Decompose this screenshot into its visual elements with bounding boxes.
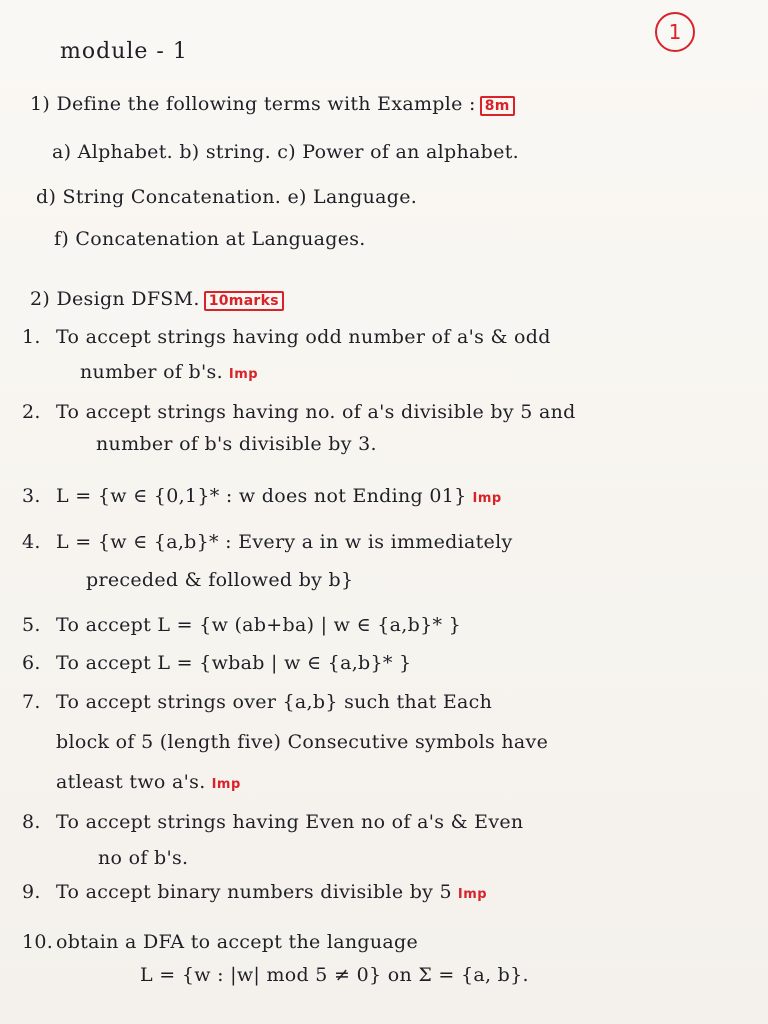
q1-marks-badge: 8m (480, 96, 515, 116)
item-text: number of b's. (80, 361, 223, 383)
item-number: 10. (22, 931, 54, 953)
q2-marks-badge: 10marks (204, 291, 284, 311)
item-text: To accept L = {w (ab+ba) | w ∈ {a,b}* } (56, 614, 462, 636)
item-number: 9. (22, 881, 41, 903)
item-text: To accept strings having no. of a's divisible by 5 and (56, 401, 576, 423)
page-number-circle: 1 (655, 12, 695, 52)
item-number: 5. (22, 614, 41, 636)
imp-tag: Imp (211, 777, 241, 792)
q1-heading (30, 92, 515, 118)
imp-tag: Imp (228, 367, 259, 382)
q2-item-4 (22, 530, 513, 554)
q2-item-10-cont: L = {w : |w| mod 5 ≠ 0} on Σ = {a, b}. (140, 964, 529, 986)
imp-tag: Imp (457, 887, 488, 902)
q2-item-1 (22, 325, 551, 349)
q1-line-a: a) Alphabet. b) string. c) Power of an alphabet. (52, 141, 519, 163)
item-text: L = {w ∈ {0,1}* : w does not Ending 01} (56, 485, 467, 507)
q2-item-6 (22, 651, 411, 675)
q1-line-f: f) Concatenation at Languages. (54, 228, 366, 250)
item-number: 7. (22, 691, 41, 713)
q2-heading-text: 2) Design DFSM. (30, 288, 200, 310)
q2-item-1-cont (80, 360, 258, 387)
q2-item-9 (22, 880, 487, 907)
item-number: 6. (22, 652, 41, 674)
item-text: To accept binary numbers divisible by 5 (56, 881, 452, 903)
q2-heading (30, 287, 284, 313)
q2-item-8-cont: no of b's. (98, 847, 189, 869)
item-text: L = {w ∈ {a,b}* : Every a in w is immediately (56, 531, 513, 553)
item-text: To accept L = {wbab | w ∈ {a,b}* } (56, 652, 412, 674)
q2-item-2-cont: number of b's divisible by 3. (96, 433, 377, 455)
q2-item-7 (22, 690, 492, 714)
q2-item-7-cont: block of 5 (length five) Consecutive symbols have (56, 731, 549, 753)
page-title: module - 1 (60, 39, 188, 64)
item-text: To accept strings having odd number of a's & odd (56, 326, 551, 348)
q2-item-4-cont: preceded & followed by b} (86, 569, 354, 591)
item-text: obtain a DFA to accept the language (56, 931, 419, 953)
item-number: 3. (22, 485, 41, 507)
imp-tag: Imp (472, 491, 502, 506)
q2-item-10 (22, 930, 418, 954)
q1-line-d: d) String Concatenation. e) Language. (36, 186, 418, 208)
q1-heading-text: 1) Define the following terms with Example : (30, 93, 476, 115)
item-text: To accept strings having Even no of a's & Even (56, 811, 524, 833)
q2-item-7-cont2 (56, 770, 241, 797)
q2-item-8 (22, 810, 523, 834)
item-number: 4. (22, 531, 41, 553)
item-text: To accept strings over {a,b} such that Each (56, 691, 493, 713)
q2-item-3 (22, 484, 502, 511)
q2-item-5 (22, 613, 461, 637)
item-number: 8. (22, 811, 41, 833)
item-number: 1. (22, 326, 41, 348)
q2-item-2 (22, 400, 576, 424)
item-text: atleast two a's. (56, 771, 206, 793)
item-number: 2. (22, 401, 41, 423)
